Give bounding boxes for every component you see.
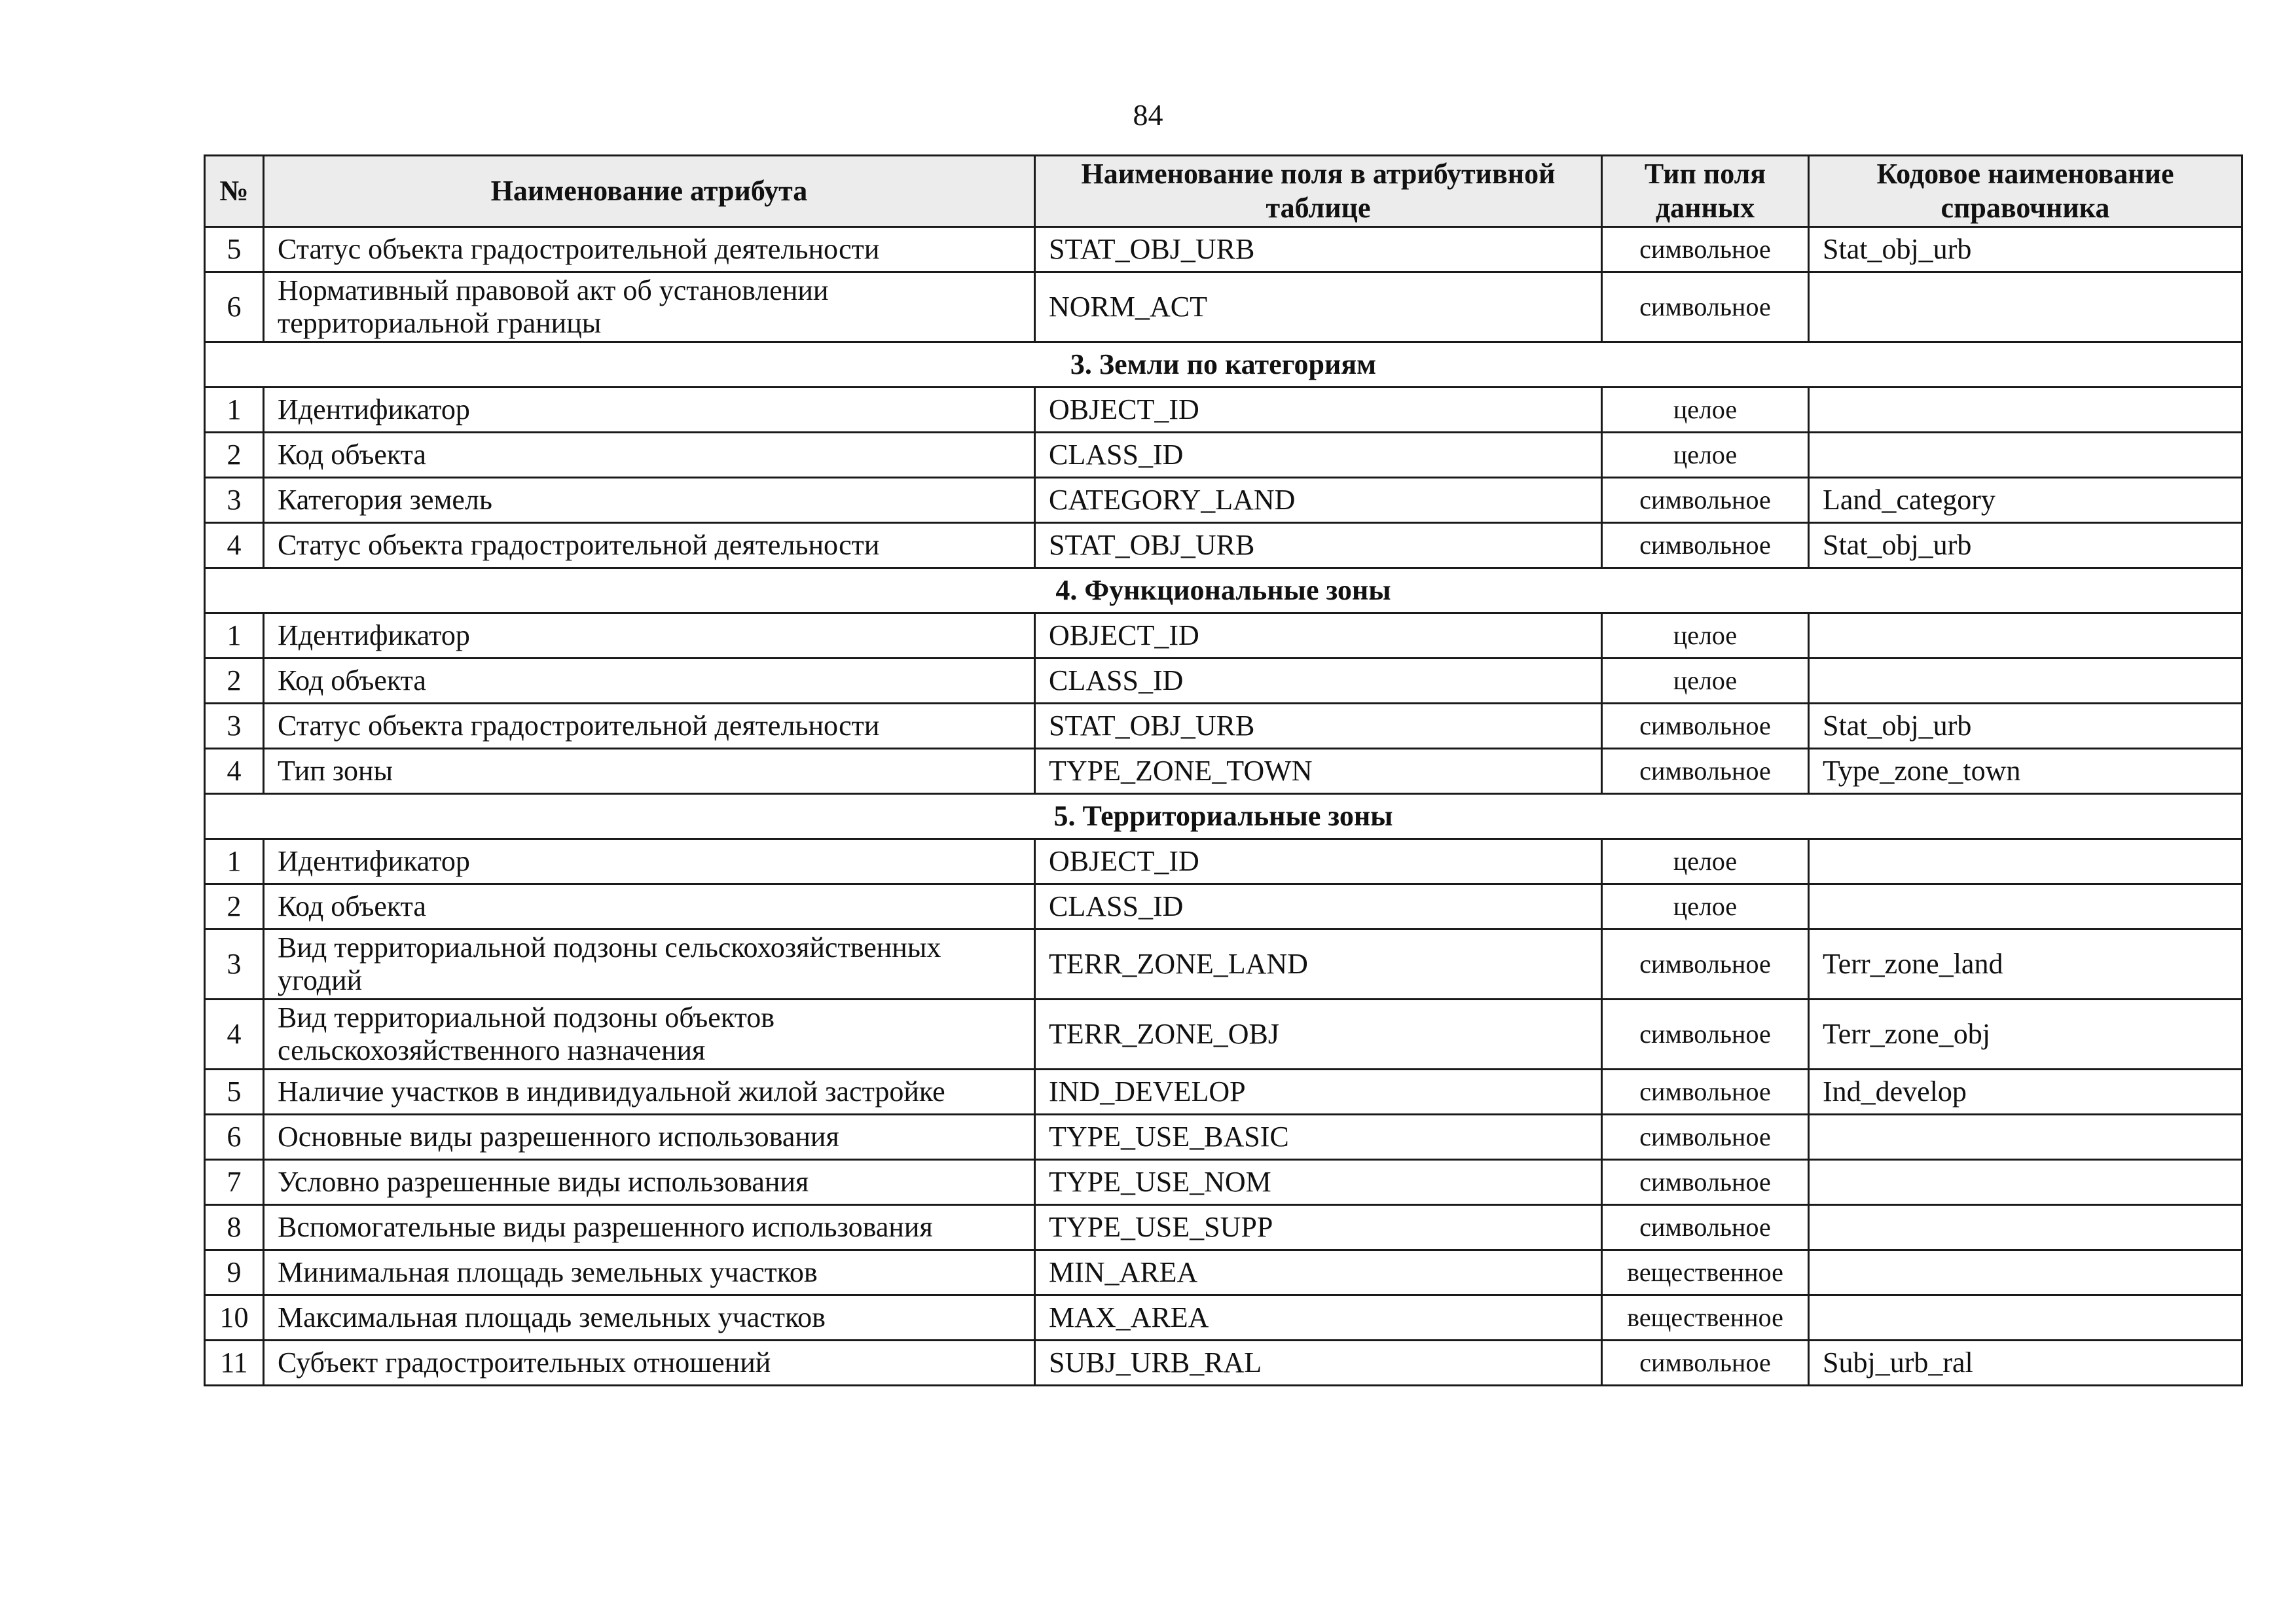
table-row — [205, 1070, 2242, 1115]
cell-num: 9 — [205, 1250, 264, 1295]
table-row — [205, 1341, 2242, 1386]
table-row — [205, 929, 2242, 1000]
section-title: 4. Функциональные зоны — [205, 568, 2242, 613]
table-row — [205, 272, 2242, 342]
cell-dictionary — [1809, 659, 2242, 704]
cell-attribute: Тип зоны — [264, 749, 1035, 794]
cell-dictionary — [1809, 613, 2242, 659]
cell-num: 8 — [205, 1205, 264, 1250]
cell-dictionary — [1809, 884, 2242, 929]
cell-dictionary: Type_zone_town — [1809, 749, 2242, 794]
table-header-row — [205, 156, 2242, 227]
cell-type: целое — [1602, 388, 1809, 433]
cell-type: символьное — [1602, 1070, 1809, 1115]
cell-num: 4 — [205, 523, 264, 568]
cell-num: 3 — [205, 704, 264, 749]
table-row — [205, 839, 2242, 884]
cell-attribute: Субъект градостроительных отношений — [264, 1341, 1035, 1386]
cell-type: целое — [1602, 839, 1809, 884]
page-number: 84 — [1133, 98, 1163, 132]
header-type: Тип поля данных — [1602, 156, 1809, 227]
cell-num: 3 — [205, 478, 264, 523]
cell-field: STAT_OBJ_URB — [1035, 227, 1602, 272]
cell-attribute — [264, 272, 1035, 342]
cell-field: CLASS_ID — [1035, 884, 1602, 929]
cell-field: TYPE_USE_BASIC — [1035, 1115, 1602, 1160]
cell-num: 7 — [205, 1160, 264, 1205]
cell-dictionary: Subj_urb_ral — [1809, 1341, 2242, 1386]
cell-field: CLASS_ID — [1035, 433, 1602, 478]
cell-field: MAX_AREA — [1035, 1295, 1602, 1341]
cell-num: 4 — [205, 749, 264, 794]
cell-field: STAT_OBJ_URB — [1035, 704, 1602, 749]
cell-type: символьное — [1602, 1160, 1809, 1205]
cell-field: IND_DEVELOP — [1035, 1070, 1602, 1115]
cell-field: SUBJ_URB_RAL — [1035, 1341, 1602, 1386]
cell-field: TYPE_USE_NOM — [1035, 1160, 1602, 1205]
cell-num: 1 — [205, 839, 264, 884]
cell-dictionary — [1809, 1160, 2242, 1205]
table-row — [205, 659, 2242, 704]
cell-attribute-text: Нормативный правовой акт об установлении территориальной границы — [278, 274, 829, 339]
cell-attribute: Наличие участков в индивидуальной жилой застройке — [264, 1070, 1035, 1115]
cell-attribute: Идентификатор — [264, 613, 1035, 659]
cell-num: 11 — [205, 1341, 264, 1386]
cell-type: вещественное — [1602, 1295, 1809, 1341]
cell-attribute — [264, 1000, 1035, 1070]
cell-attribute — [264, 929, 1035, 1000]
cell-num: 5 — [205, 1070, 264, 1115]
header-dictionary: Кодовое наименование справочника — [1809, 156, 2242, 227]
cell-num: 6 — [205, 1115, 264, 1160]
cell-type: символьное — [1602, 1000, 1809, 1070]
cell-attribute: Основные виды разрешенного использования — [264, 1115, 1035, 1160]
cell-num: 4 — [205, 1000, 264, 1070]
header-num: № — [205, 156, 264, 227]
cell-field: TERR_ZONE_LAND — [1035, 929, 1602, 1000]
table-row — [205, 388, 2242, 433]
cell-field: TERR_ZONE_OBJ — [1035, 1000, 1602, 1070]
cell-field: OBJECT_ID — [1035, 613, 1602, 659]
cell-dictionary: Land_category — [1809, 478, 2242, 523]
table-row — [205, 884, 2242, 929]
cell-type: целое — [1602, 433, 1809, 478]
cell-num: 2 — [205, 433, 264, 478]
cell-num: 1 — [205, 388, 264, 433]
cell-type: символьное — [1602, 1115, 1809, 1160]
cell-field: NORM_ACT — [1035, 272, 1602, 342]
cell-dictionary: Terr_zone_obj — [1809, 1000, 2242, 1070]
cell-attribute-text: Вид территориальной подзоны сельскохозяйственных угодий — [278, 931, 941, 996]
table-row — [205, 1115, 2242, 1160]
section-title: 5. Территориальные зоны — [205, 794, 2242, 839]
table-row — [205, 1295, 2242, 1341]
cell-num: 2 — [205, 659, 264, 704]
cell-num: 6 — [205, 272, 264, 342]
cell-num: 5 — [205, 227, 264, 272]
table-row — [205, 1250, 2242, 1295]
cell-num: 1 — [205, 613, 264, 659]
cell-type: символьное — [1602, 523, 1809, 568]
cell-field: TYPE_USE_SUPP — [1035, 1205, 1602, 1250]
table-row — [205, 227, 2242, 272]
section-row — [205, 794, 2242, 839]
cell-dictionary: Stat_obj_urb — [1809, 227, 2242, 272]
cell-attribute: Условно разрешенные виды использования — [264, 1160, 1035, 1205]
cell-attribute: Код объекта — [264, 659, 1035, 704]
section-row — [205, 568, 2242, 613]
cell-attribute: Статус объекта градостроительной деятельности — [264, 227, 1035, 272]
table-row — [205, 704, 2242, 749]
table-row — [205, 613, 2242, 659]
cell-attribute: Минимальная площадь земельных участков — [264, 1250, 1035, 1295]
cell-type: символьное — [1602, 1341, 1809, 1386]
cell-type: символьное — [1602, 704, 1809, 749]
cell-field: STAT_OBJ_URB — [1035, 523, 1602, 568]
cell-field: CATEGORY_LAND — [1035, 478, 1602, 523]
table-row — [205, 1000, 2242, 1070]
cell-dictionary: Ind_develop — [1809, 1070, 2242, 1115]
header-attribute: Наименование атрибута — [264, 156, 1035, 227]
cell-type: целое — [1602, 884, 1809, 929]
cell-type: символьное — [1602, 1205, 1809, 1250]
cell-num: 2 — [205, 884, 264, 929]
cell-type: символьное — [1602, 749, 1809, 794]
cell-attribute: Максимальная площадь земельных участков — [264, 1295, 1035, 1341]
cell-num: 10 — [205, 1295, 264, 1341]
cell-dictionary — [1809, 839, 2242, 884]
table-row — [205, 478, 2242, 523]
cell-field: CLASS_ID — [1035, 659, 1602, 704]
cell-dictionary — [1809, 388, 2242, 433]
cell-field: TYPE_ZONE_TOWN — [1035, 749, 1602, 794]
cell-attribute: Статус объекта градостроительной деятельности — [264, 523, 1035, 568]
cell-type: символьное — [1602, 929, 1809, 1000]
section-row — [205, 342, 2242, 388]
cell-field: OBJECT_ID — [1035, 388, 1602, 433]
cell-attribute: Код объекта — [264, 433, 1035, 478]
cell-dictionary: Terr_zone_land — [1809, 929, 2242, 1000]
cell-field: OBJECT_ID — [1035, 839, 1602, 884]
cell-dictionary — [1809, 1250, 2242, 1295]
cell-num: 3 — [205, 929, 264, 1000]
cell-dictionary — [1809, 1205, 2242, 1250]
table-row — [205, 1160, 2242, 1205]
cell-type: вещественное — [1602, 1250, 1809, 1295]
header-field: Наименование поля в атрибутивной таблице — [1035, 156, 1602, 227]
table-row — [205, 1205, 2242, 1250]
table-row — [205, 433, 2242, 478]
cell-dictionary: Stat_obj_urb — [1809, 704, 2242, 749]
section-title: 3. Земли по категориям — [205, 342, 2242, 388]
cell-type: символьное — [1602, 227, 1809, 272]
cell-attribute: Идентификатор — [264, 839, 1035, 884]
attribute-table — [204, 154, 2243, 1386]
cell-type: символьное — [1602, 272, 1809, 342]
cell-dictionary — [1809, 433, 2242, 478]
cell-type: целое — [1602, 613, 1809, 659]
cell-attribute: Код объекта — [264, 884, 1035, 929]
cell-type: символьное — [1602, 478, 1809, 523]
cell-dictionary — [1809, 1115, 2242, 1160]
cell-type: целое — [1602, 659, 1809, 704]
cell-attribute: Категория земель — [264, 478, 1035, 523]
cell-attribute: Идентификатор — [264, 388, 1035, 433]
cell-field: MIN_AREA — [1035, 1250, 1602, 1295]
cell-dictionary: Stat_obj_urb — [1809, 523, 2242, 568]
cell-attribute: Вспомогательные виды разрешенного использования — [264, 1205, 1035, 1250]
table-row — [205, 749, 2242, 794]
cell-attribute: Статус объекта градостроительной деятельности — [264, 704, 1035, 749]
table-row — [205, 523, 2242, 568]
cell-attribute-text: Вид территориальной подзоны объектов сельскохозяйственного назначения — [278, 1001, 775, 1066]
cell-dictionary — [1809, 1295, 2242, 1341]
cell-dictionary — [1809, 272, 2242, 342]
